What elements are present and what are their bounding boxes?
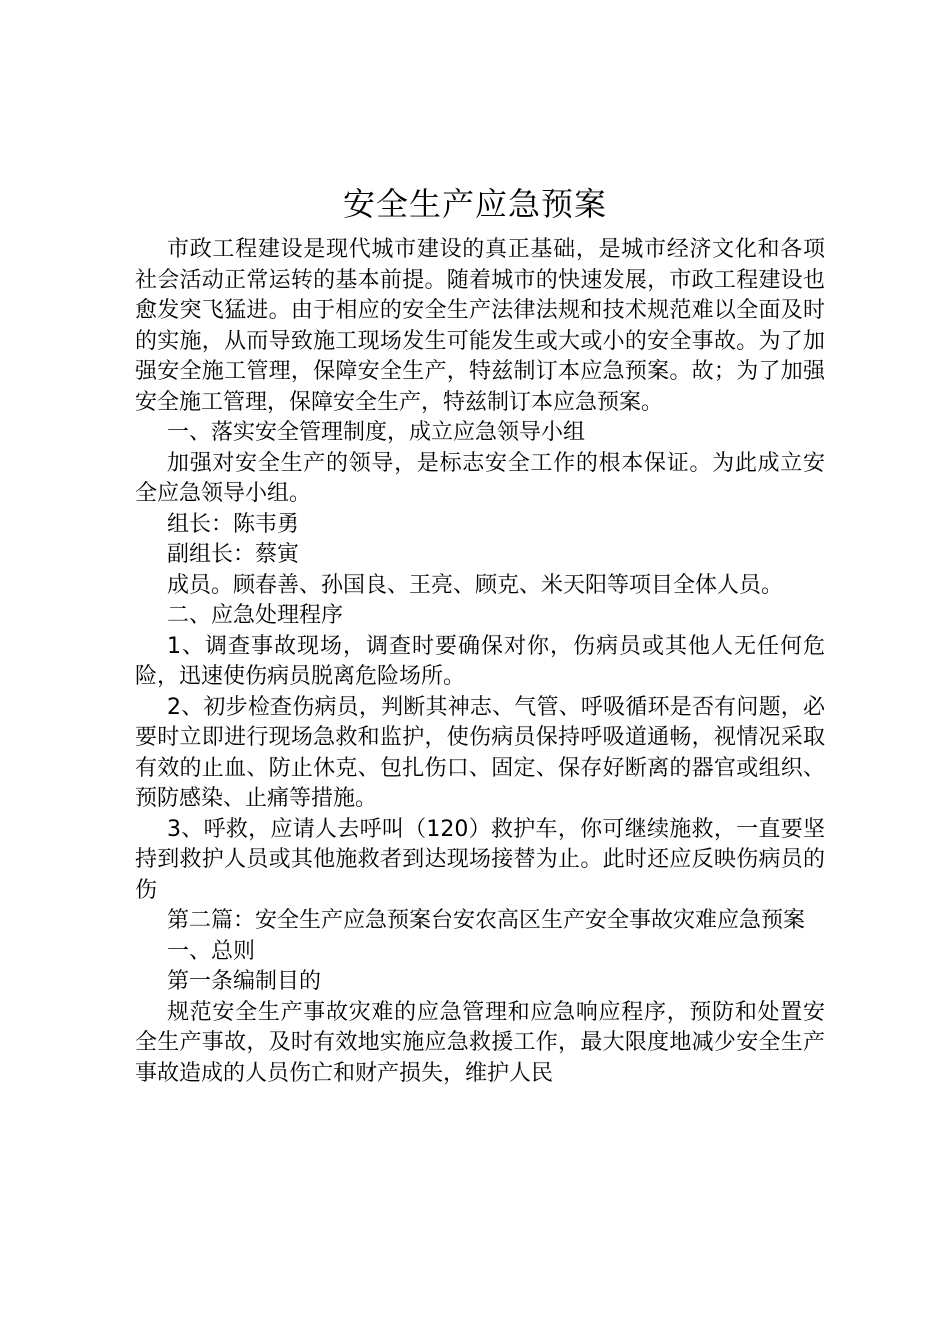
paragraph: 加强对安全生产的领导，是标志安全工作的根本保证。为此成立安全应急领导小组。	[135, 450, 825, 506]
section-heading-1: 一、落实安全管理制度，成立应急领导小组	[167, 420, 586, 445]
article-heading: 第一条编制目的	[167, 969, 322, 994]
document-title: 安全生产应急预案	[342, 185, 607, 223]
procedure-step-3: 3、呼救，应请人去呼叫（120）救护车，你可继续施救，一直要坚持到救护人员或其他施救者到达现场接替为止。此时还应反映伤病员的伤	[135, 816, 825, 903]
team-leader: 组长：陈韦勇	[167, 511, 300, 537]
paragraph: 规范安全生产事故灾难的应急管理和应急响应程序，预防和处置安全生产事故，及时有效地实施应急救援工作，最大限度地减少安全生产事故造成的人员伤亡和财产损失，维护人民	[135, 999, 825, 1086]
deputy-team-leader: 副组长：蔡寅	[167, 542, 300, 567]
procedure-step-1: 1、调查事故现场，调查时要确保对你，伤病员或其他人无任何危险，迅速使伤病员脱离危险场所。	[135, 633, 825, 689]
procedure-step-2: 2、初步检查伤病员，判断其神志、气管、呼吸循环是否有问题，必要时立即进行现场急救和监护，使伤病员保持呼吸道通畅，视情况采取有效的止血、防止休克、包扎伤口、固定、保存好断离的器官或组织、预防感染、止痛等措施。	[135, 694, 825, 811]
document-body	[135, 235, 825, 1089]
section-heading-2: 二、应急处理程序	[167, 603, 344, 628]
section-heading-general: 一、总则	[167, 938, 256, 964]
chapter-heading: 第二篇：安全生产应急预案台安农高区生产安全事故灾难应急预案	[167, 908, 806, 933]
intro-paragraph: 市政工程建设是现代城市建设的真正基础，是城市经济文化和各项社会活动正常运转的基本前提。随着城市的快速发展，市政工程建设也愈发突飞猛进。由于相应的安全生产法律法规和技术规范难以全面及时的实施，从而导致施工现场发生可能发生或大或小的安全事故。为了加强安全施工管理，保障安全生产，特兹制订本应急预案。故；为了加强安全施工管理，保障安全生产，特兹制订本应急预案。	[135, 237, 825, 415]
team-members: 成员。顾春善、孙国良、王亮、顾克、米天阳等项目全体人员。	[167, 572, 784, 598]
